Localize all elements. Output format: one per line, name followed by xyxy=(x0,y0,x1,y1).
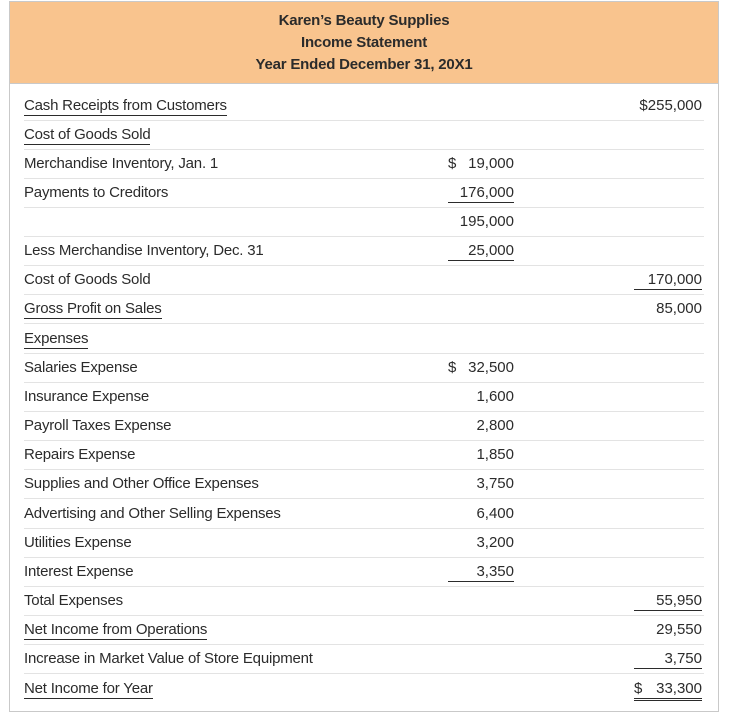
row-label: Total Expenses xyxy=(24,592,123,609)
amount-total: 3,750 xyxy=(634,650,702,669)
row-divider xyxy=(24,265,704,266)
row-divider xyxy=(24,673,704,674)
amount-detail: 6,400 xyxy=(476,505,514,522)
amount-value: 32,500 xyxy=(468,359,514,376)
amount-detail: 25,000 xyxy=(448,242,514,261)
row-label: Interest Expense xyxy=(24,563,134,580)
amount-total: 170,000 xyxy=(634,271,702,290)
row-divider xyxy=(24,353,704,354)
row-label: Expenses xyxy=(24,330,89,347)
row-label: Less Merchandise Inventory, Dec. 31 xyxy=(24,242,264,259)
row-label: Payroll Taxes Expense xyxy=(24,417,172,434)
row-divider xyxy=(24,498,704,499)
table-row xyxy=(10,384,718,410)
row-divider xyxy=(24,440,704,441)
table-row xyxy=(10,180,718,206)
table-row xyxy=(10,588,718,614)
amount-detail: 176,000 xyxy=(448,184,514,203)
row-divider xyxy=(24,323,704,324)
row-divider xyxy=(24,644,704,645)
table-row xyxy=(10,122,718,148)
table-row xyxy=(10,501,718,527)
row-label: Repairs Expense xyxy=(24,446,136,463)
row-label: Increase in Market Value of Store Equipment xyxy=(24,650,313,667)
row-label: Net Income from Operations xyxy=(24,621,208,638)
amount-value: 19,000 xyxy=(468,155,514,172)
row-divider xyxy=(24,615,704,616)
currency-sign: $ xyxy=(634,680,643,697)
row-divider xyxy=(24,236,704,237)
row-label: Salaries Expense xyxy=(24,359,138,376)
row-divider xyxy=(24,528,704,529)
table-row xyxy=(10,530,718,556)
row-label: Gross Profit on Sales xyxy=(24,300,162,317)
row-label: Cost of Goods Sold xyxy=(24,126,151,143)
amount-detail: 3,350 xyxy=(448,563,514,582)
row-label: Merchandise Inventory, Jan. 1 xyxy=(24,155,219,172)
table-row xyxy=(10,676,718,702)
row-label: Insurance Expense xyxy=(24,388,150,405)
row-divider xyxy=(24,557,704,558)
row-divider xyxy=(24,382,704,383)
amount-total xyxy=(634,680,702,701)
amount-total: $255,000 xyxy=(639,97,702,114)
amount-detail xyxy=(448,155,514,172)
row-label: Supplies and Other Office Expenses xyxy=(24,475,259,492)
amount-detail xyxy=(448,359,514,376)
amount-detail: 3,750 xyxy=(476,475,514,492)
statement-title: Income Statement xyxy=(301,34,427,51)
amount-subtotal: 195,000 xyxy=(459,213,514,230)
table-row xyxy=(10,617,718,643)
currency-sign: $ xyxy=(448,155,457,172)
statement-period: Year Ended December 31, 20X1 xyxy=(255,56,473,73)
amount-value: 33,300 xyxy=(656,680,702,697)
table-row xyxy=(10,646,718,672)
income-statement xyxy=(9,1,719,712)
amount-detail: 3,200 xyxy=(476,534,514,551)
row-label: Advertising and Other Selling Expenses xyxy=(24,505,281,522)
currency-sign: $ xyxy=(448,359,457,376)
row-divider xyxy=(24,411,704,412)
row-divider xyxy=(24,207,704,208)
table-row xyxy=(10,296,718,322)
row-label: Net Income for Year xyxy=(24,680,153,697)
statement-header xyxy=(10,2,718,84)
row-label: Payments to Creditors xyxy=(24,184,169,201)
row-label: Utilities Expense xyxy=(24,534,132,551)
amount-detail: 2,800 xyxy=(476,417,514,434)
amount-total: 55,950 xyxy=(634,592,702,611)
row-divider xyxy=(24,178,704,179)
row-divider xyxy=(24,586,704,587)
row-divider xyxy=(24,120,704,121)
amount-detail: 1,600 xyxy=(476,388,514,405)
table-row xyxy=(10,413,718,439)
row-divider xyxy=(24,294,704,295)
table-row xyxy=(10,355,718,381)
row-divider xyxy=(24,149,704,150)
table-row xyxy=(10,471,718,497)
amount-detail: 1,850 xyxy=(476,446,514,463)
table-row xyxy=(10,326,718,352)
row-label: Cost of Goods Sold xyxy=(24,271,151,288)
table-row xyxy=(10,238,718,264)
table-row xyxy=(10,93,718,119)
company-name: Karen’s Beauty Supplies xyxy=(278,12,450,29)
table-row xyxy=(10,151,718,177)
table-row xyxy=(10,267,718,293)
table-row xyxy=(10,442,718,468)
table-row xyxy=(10,209,718,235)
row-label: Cash Receipts from Customers xyxy=(24,97,227,114)
table-row xyxy=(10,559,718,585)
amount-total: 85,000 xyxy=(656,300,702,317)
row-divider xyxy=(24,469,704,470)
amount-total: 29,550 xyxy=(656,621,702,638)
